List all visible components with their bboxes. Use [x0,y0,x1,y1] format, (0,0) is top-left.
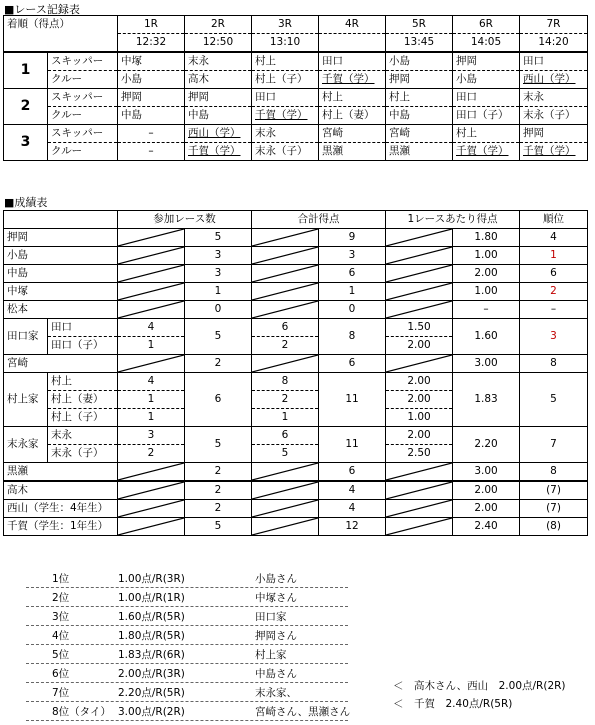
diagonal-slash [386,518,452,535]
placing-rank: 1 [4,52,48,89]
crew-cell: 村上（子） [252,71,319,89]
diagonal-slash [386,301,452,318]
average-value: 1.80 [453,229,520,247]
side-note: ＜ 千賀 2.40点/R(5R) [393,698,513,710]
points-value: 3 [319,247,386,265]
skipper-cell: 末永 [185,52,252,71]
diagonal-slash [118,229,184,246]
slash-cell [118,518,185,536]
crew-cell: 黒瀬 [386,143,453,161]
slash-cell [118,481,185,500]
points-value: 6 [319,463,386,482]
race-label: 2R [185,16,252,34]
skipper-cell: 村上 [252,52,319,71]
diagonal-slash [386,355,452,372]
race-time [319,34,386,53]
family-points: 11 [319,427,386,463]
dashed-divider [26,701,348,702]
diagonal-slash [252,518,318,535]
member-average: 1.50 [386,319,453,337]
crew-cell: 村上（妻） [319,107,386,125]
family-rank: 3 [520,319,588,355]
family-rank: 5 [520,373,588,427]
rank-value: (7) [520,500,588,518]
member-average: 2.00 [386,427,453,445]
points-value: 4 [319,481,386,500]
diagonal-slash [118,355,184,372]
skipper-cell: 村上 [319,89,386,107]
member-name: 末永 [48,427,118,445]
slash-cell [386,247,453,265]
results-table [3,210,588,536]
skipper-cell: 押岡 [118,89,185,107]
member-points: 6 [252,427,319,445]
average-value: 2.00 [453,500,520,518]
ranking-score: 1.83点/R(6R) [118,649,185,661]
slash-cell [386,355,453,373]
diagonal-slash [118,247,184,264]
dashed-divider [26,625,348,626]
skipper-cell: 西山（学） [185,125,252,143]
crew-cell: 中島 [185,107,252,125]
average-value: 2.00 [453,265,520,283]
ranking-place: 7位 [52,687,70,699]
diagonal-slash [118,283,184,300]
ranking-names: 田口家 [255,611,287,623]
skipper-cell: 宮崎 [319,125,386,143]
member-average: 2.00 [386,337,453,355]
dashed-divider [26,682,348,683]
crew-cell: 中島 [386,107,453,125]
placing-rank: 2 [4,89,48,125]
diagonal-slash [386,482,452,499]
race-time: 14:20 [520,34,588,53]
skipper-cell: 田口 [319,52,386,71]
family-average: 1.60 [453,319,520,355]
slash-cell [252,301,319,319]
points-value: 1 [319,283,386,301]
slash-cell [252,247,319,265]
diagonal-slash [386,265,452,282]
skipper-cell: 村上 [453,125,520,143]
ranking-names: 村上家 [255,649,287,661]
member-average: 1.00 [386,409,453,427]
rank-value: 2 [520,283,588,301]
ranking-score: 3.00点/R(2R) [118,706,185,718]
member-points: 6 [252,319,319,337]
slash-cell [252,463,319,482]
crew-cell: 千賀（学） [319,71,386,89]
diagonal-slash [118,518,184,535]
diagonal-slash [118,301,184,318]
dashed-divider [26,663,348,664]
diagonal-slash [386,500,452,517]
race-label: 5R [386,16,453,34]
skipper-cell: – [118,125,185,143]
crew-cell: 千賀（学） [185,143,252,161]
ranking-place: 6位 [52,668,70,680]
diagonal-slash [252,463,318,480]
slash-cell [386,265,453,283]
crew-cell: 黒瀬 [319,143,386,161]
family-races: 5 [185,319,252,355]
family-average: 1.83 [453,373,520,427]
skipper-label: スキッパー [48,125,118,143]
ranking-place: 5位 [52,649,70,661]
race-time: 14:05 [453,34,520,53]
diagonal-slash [252,247,318,264]
points-value: 0 [319,301,386,319]
crew-cell: 田口（子） [453,107,520,125]
points-value: 6 [319,265,386,283]
skipper-cell: 末永 [520,89,588,107]
race-label: 3R [252,16,319,34]
slash-cell [386,229,453,247]
family-races: 5 [185,427,252,463]
rank-value: 8 [520,355,588,373]
header-races: 参加レース数 [118,211,252,229]
points-value: 9 [319,229,386,247]
crew-cell: 西山（学） [520,71,588,89]
race-record-section-title: ■レース記録表 [4,3,80,16]
diagonal-slash [252,301,318,318]
ranking-place: 4位 [52,630,70,642]
ranking-score: 2.00点/R(3R) [118,668,185,680]
race-record-table [3,15,588,161]
header-average: 1レースあたり得点 [386,211,520,229]
family-average: 2.20 [453,427,520,463]
skipper-label: スキッパー [48,52,118,71]
slash-cell [118,301,185,319]
player-name: 押岡 [4,229,118,247]
ranking-place: 1位 [52,573,70,585]
diagonal-slash [386,229,452,246]
ranking-place: 3位 [52,611,70,623]
races-value: 3 [185,265,252,283]
skipper-cell: 小島 [386,52,453,71]
diagonal-slash [252,229,318,246]
race-time: 12:50 [185,34,252,53]
rank-value: (8) [520,518,588,536]
skipper-cell: 田口 [453,89,520,107]
diagonal-slash [252,482,318,499]
slash-cell [118,229,185,247]
races-value: 2 [185,463,252,482]
crew-cell: 千賀（学） [520,143,588,161]
slash-cell [118,355,185,373]
races-value: 2 [185,481,252,500]
skipper-cell: 田口 [252,89,319,107]
member-races: 1 [118,337,185,355]
ranking-names: 末永家、 [255,687,297,699]
points-value: 6 [319,355,386,373]
skipper-cell: 中塚 [118,52,185,71]
member-races: 1 [118,391,185,409]
slash-cell [118,265,185,283]
member-name: 田口 [48,319,118,337]
member-points: 2 [252,391,319,409]
diagonal-slash [118,265,184,282]
rank-value: – [520,301,588,319]
ranking-names: 中島さん [255,668,297,680]
crew-cell: 末永（子） [252,143,319,161]
player-name: 西山（学生：4年生） [4,500,118,518]
race-time: 13:10 [252,34,319,53]
slash-cell [118,283,185,301]
crew-cell: 押岡 [386,71,453,89]
member-races: 1 [118,409,185,427]
player-name: 高木 [4,481,118,500]
ranking-score: 2.20点/R(5R) [118,687,185,699]
slash-cell [252,283,319,301]
player-name: 黒瀬 [4,463,118,482]
race-table-corner: 着順（得点） [4,16,118,53]
member-average: 2.00 [386,373,453,391]
race-label: 4R [319,16,386,34]
member-average: 2.50 [386,445,453,463]
races-value: 3 [185,247,252,265]
slash-cell [118,247,185,265]
ranking-score: 1.60点/R(5R) [118,611,185,623]
average-value: 3.00 [453,355,520,373]
member-average: 2.00 [386,391,453,409]
skipper-cell: 押岡 [185,89,252,107]
average-value: – [453,301,520,319]
player-name: 千賀（学生：1年生） [4,518,118,536]
skipper-cell: 村上 [386,89,453,107]
slash-cell [386,283,453,301]
ranking-score: 1.00点/R(3R) [118,573,185,585]
results-header-name [4,211,118,229]
ranking-names: 小島さん [255,573,297,585]
dashed-divider [26,644,348,645]
ranking-names: 中塚さん [255,592,297,604]
points-value: 12 [319,518,386,536]
races-value: 0 [185,301,252,319]
crew-cell: 高木 [185,71,252,89]
slash-cell [118,463,185,482]
races-value: 2 [185,355,252,373]
player-name: 中島 [4,265,118,283]
crew-label: クルー [48,107,118,125]
slash-cell [386,463,453,482]
diagonal-slash [386,283,452,300]
member-name: 村上（妻） [48,391,118,409]
member-points: 8 [252,373,319,391]
races-value: 1 [185,283,252,301]
member-points: 5 [252,445,319,463]
skipper-cell: 田口 [520,52,588,71]
skipper-label: スキッパー [48,89,118,107]
results-section-title: ■成績表 [4,196,48,209]
slash-cell [386,518,453,536]
diagonal-slash [386,247,452,264]
average-value: 1.00 [453,247,520,265]
crew-cell: 千賀（学） [252,107,319,125]
slash-cell [252,500,319,518]
member-points: 2 [252,337,319,355]
slash-cell [252,355,319,373]
skipper-cell: 押岡 [520,125,588,143]
skipper-cell: 押岡 [453,52,520,71]
slash-cell [252,481,319,500]
average-value: 3.00 [453,463,520,482]
member-races: 3 [118,427,185,445]
crew-cell: 小島 [453,71,520,89]
slash-cell [386,481,453,500]
crew-cell: – [118,143,185,161]
slash-cell [386,500,453,518]
family-name: 田口家 [4,319,48,355]
diagonal-slash [118,500,184,517]
diagonal-slash [252,355,318,372]
ranking-score: 1.00点/R(1R) [118,592,185,604]
family-name: 末永家 [4,427,48,463]
player-name: 中塚 [4,283,118,301]
diagonal-slash [252,265,318,282]
crew-cell: 中島 [118,107,185,125]
skipper-cell: 末永 [252,125,319,143]
dashed-divider [26,720,348,721]
diagonal-slash [386,463,452,480]
diagonal-slash [252,500,318,517]
player-name: 松本 [4,301,118,319]
member-name: 田口（子） [48,337,118,355]
member-points: 1 [252,409,319,427]
dashed-divider [26,606,348,607]
member-races: 4 [118,373,185,391]
rank-value: 4 [520,229,588,247]
member-races: 4 [118,319,185,337]
rank-value: 8 [520,463,588,482]
ranking-place: 2位 [52,592,70,604]
family-name: 村上家 [4,373,48,427]
race-time: 13:45 [386,34,453,53]
slash-cell [252,518,319,536]
race-label: 7R [520,16,588,34]
dashed-divider [26,587,348,588]
ranking-names: 宮崎さん、黒瀬さん [255,706,351,718]
player-name: 宮崎 [4,355,118,373]
race-label: 1R [118,16,185,34]
diagonal-slash [118,482,184,499]
diagonal-slash [118,463,184,480]
family-races: 6 [185,373,252,427]
average-value: 2.00 [453,481,520,500]
slash-cell [252,265,319,283]
race-time: 12:32 [118,34,185,53]
diagonal-slash [252,283,318,300]
slash-cell [252,229,319,247]
race-label: 6R [453,16,520,34]
placing-rank: 3 [4,125,48,161]
crew-label: クルー [48,143,118,161]
player-name: 小島 [4,247,118,265]
points-value: 4 [319,500,386,518]
average-value: 2.40 [453,518,520,536]
rank-value: 1 [520,247,588,265]
ranking-place: 8位（タイ） [52,706,111,718]
member-name: 村上 [48,373,118,391]
rank-value: (7) [520,481,588,500]
crew-cell: 千賀（学） [453,143,520,161]
slash-cell [118,500,185,518]
ranking-names: 押岡さん [255,630,297,642]
crew-label: クルー [48,71,118,89]
family-points: 8 [319,319,386,355]
ranking-score: 1.80点/R(5R) [118,630,185,642]
member-name: 村上（子） [48,409,118,427]
family-rank: 7 [520,427,588,463]
member-name: 末永（子） [48,445,118,463]
slash-cell [386,301,453,319]
races-value: 5 [185,518,252,536]
side-note: ＜ 高木さん、西山 2.00点/R(2R) [393,680,566,692]
rank-value: 6 [520,265,588,283]
races-value: 2 [185,500,252,518]
member-races: 2 [118,445,185,463]
header-points: 合計得点 [252,211,386,229]
skipper-cell: 宮崎 [386,125,453,143]
average-value: 1.00 [453,283,520,301]
family-points: 11 [319,373,386,427]
crew-cell: 小島 [118,71,185,89]
crew-cell: 末永（子） [520,107,588,125]
races-value: 5 [185,229,252,247]
header-rank: 順位 [520,211,588,229]
